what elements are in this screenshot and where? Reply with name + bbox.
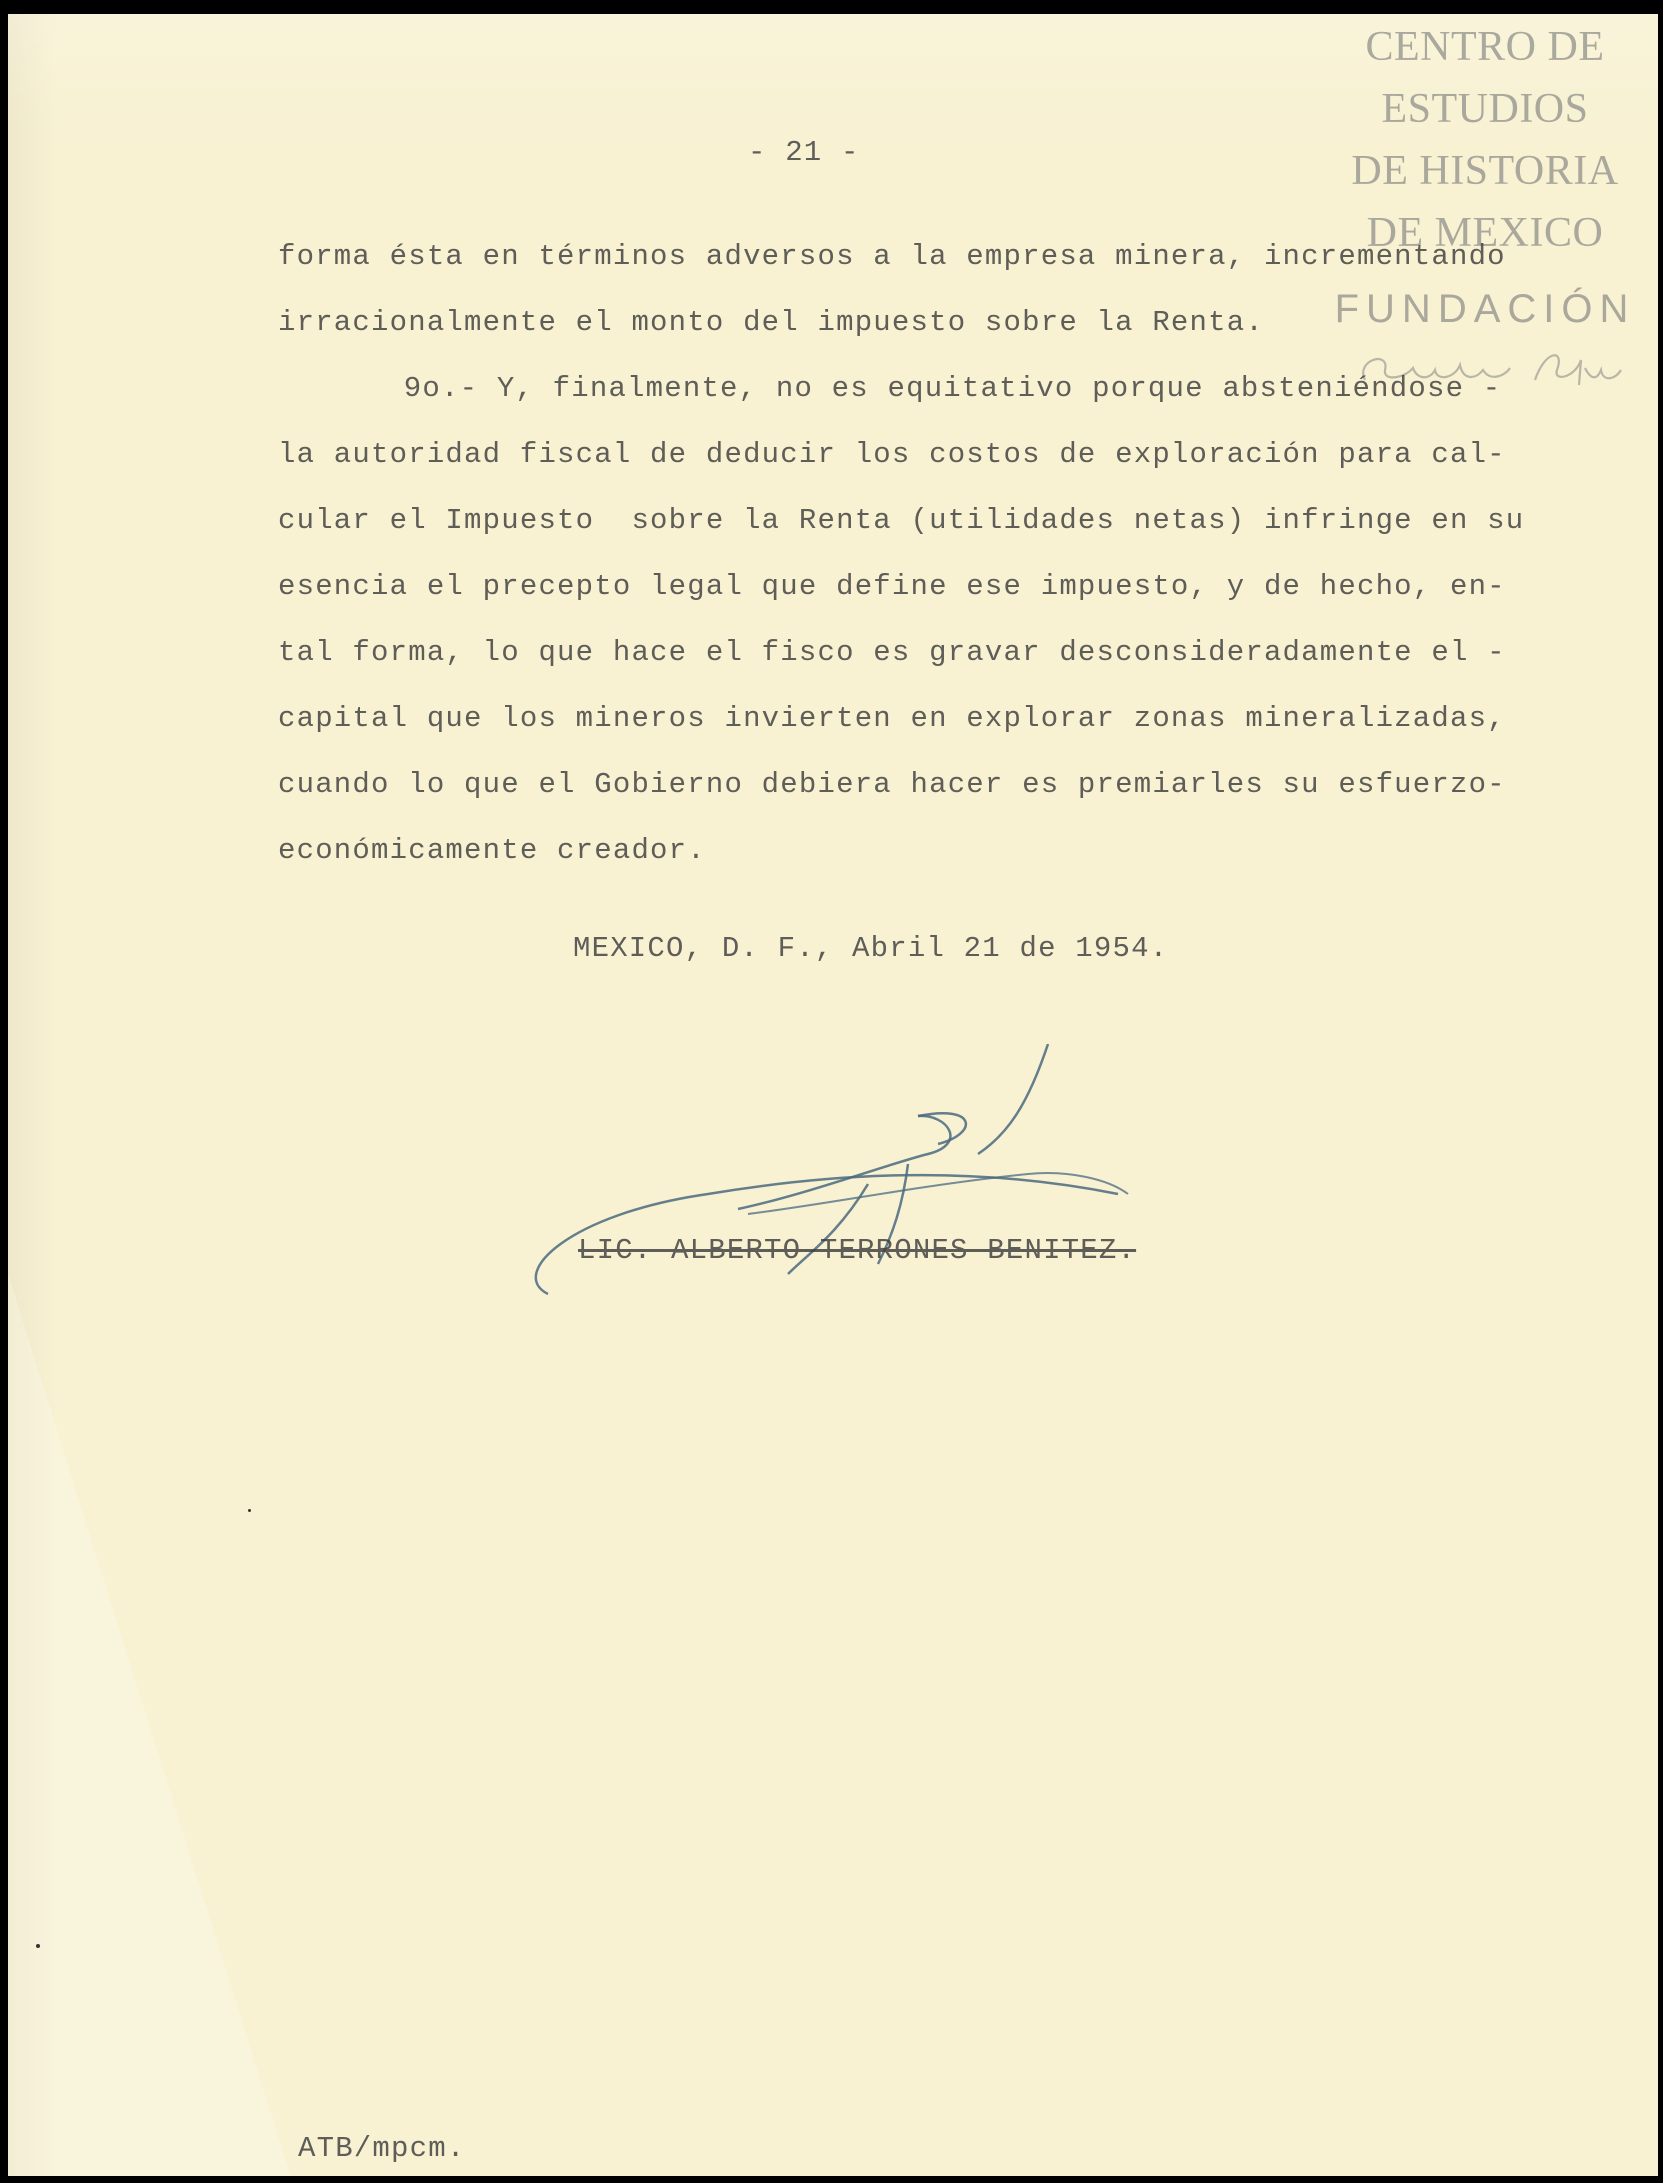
signatory-name: LIC. ALBERTO TERRONES BENITEZ. bbox=[578, 1234, 1137, 1267]
body-line-4: la autoridad fiscal de deducir los costos de exploración para cal- bbox=[278, 438, 1506, 471]
body-line-7: tal forma, lo que hace el fisco es gravar desconsideradamente el - bbox=[278, 636, 1506, 669]
watermark-line-4: DE MEXICO bbox=[1366, 210, 1604, 256]
archive-watermark bbox=[1320, 16, 1650, 400]
body-line-8: capital que los mineros invierten en explorar zonas mineralizadas, bbox=[278, 702, 1506, 735]
body-line-1: forma ésta en términos adversos a la empresa minera, incrementando bbox=[278, 240, 1506, 273]
body-line-2: irracionalmente el monto del impuesto sobre la Renta. bbox=[278, 306, 1264, 339]
body-line-10: económicamente creador. bbox=[278, 834, 706, 867]
document-page bbox=[8, 14, 1658, 2176]
page-number: - 21 - bbox=[748, 136, 860, 169]
typist-initials: ATB/mpcm. bbox=[298, 2132, 466, 2165]
body-line-3: 9o.- Y, finalmente, no es equitativo porque absteniéndose - bbox=[348, 372, 1502, 405]
body-line-6: esencia el precepto legal que define ese impuesto, y de hecho, en- bbox=[278, 570, 1506, 603]
watermark-line-2: ESTUDIOS bbox=[1381, 86, 1589, 132]
watermark-line-5: FUNDACIÓN bbox=[1334, 287, 1636, 331]
paper-speck bbox=[248, 1509, 251, 1512]
body-line-5: cular el Impuesto sobre la Renta (utilidades netas) infringe en su bbox=[278, 504, 1525, 537]
paper-fold bbox=[8, 1274, 468, 2176]
handwritten-signature bbox=[508, 1044, 1208, 1344]
paper-speck bbox=[36, 1944, 40, 1948]
body-line-9: cuando lo que el Gobierno debiera hacer es premiarles su esfuerzo- bbox=[278, 768, 1506, 801]
watermark-line-1: CENTRO DE bbox=[1365, 24, 1605, 70]
watermark-line-3: DE HISTORIA bbox=[1351, 148, 1619, 194]
date-line: MEXICO, D. F., Abril 21 de 1954. bbox=[573, 932, 1169, 965]
